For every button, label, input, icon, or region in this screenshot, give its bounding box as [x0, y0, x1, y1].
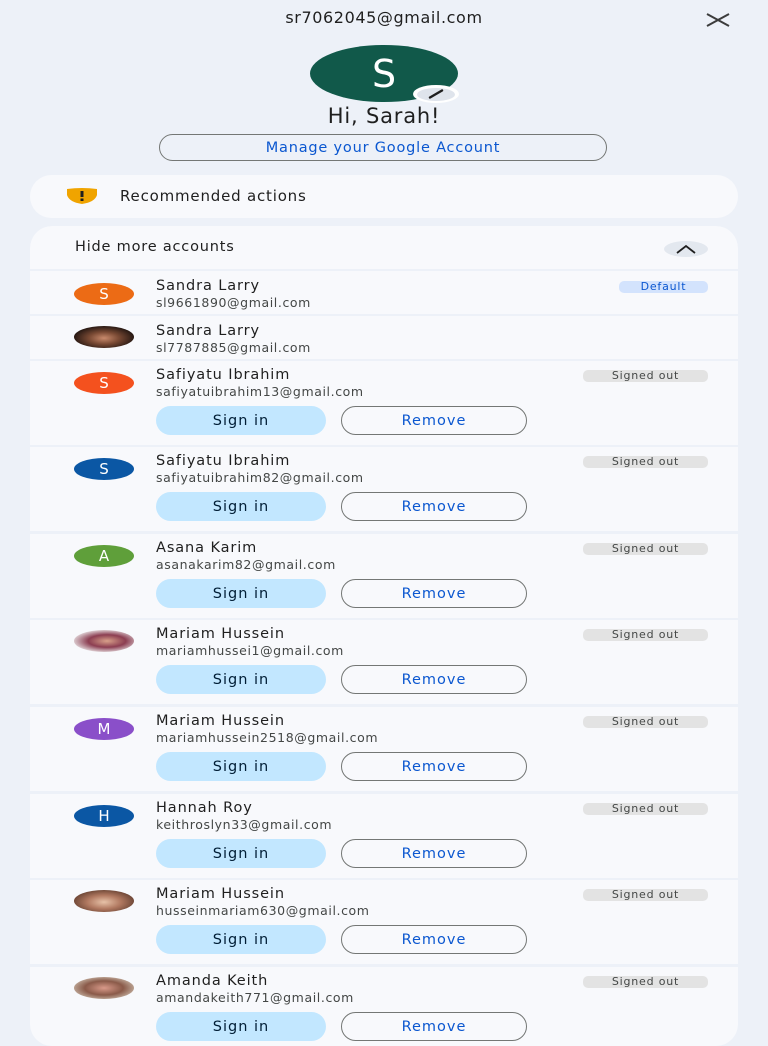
account-name: Mariam Hussein [156, 626, 285, 642]
sign-in-button[interactable]: Sign in [156, 579, 326, 608]
signed-out-badge: Signed out [583, 976, 708, 988]
remove-button[interactable]: Remove [341, 665, 527, 694]
account-email: asanakarim82@gmail.com [156, 557, 336, 572]
account-name: Amanda Keith [156, 973, 269, 989]
remove-button[interactable]: Remove [341, 406, 527, 435]
account-row [30, 534, 738, 618]
accounts-panel [30, 226, 738, 1046]
signed-out-badge: Signed out [583, 889, 708, 901]
recommended-actions-label: Recommended actions [120, 187, 307, 205]
signed-out-badge: Signed out [583, 543, 708, 555]
sign-in-button[interactable]: Sign in [156, 406, 326, 435]
sign-in-button[interactable]: Sign in [156, 839, 326, 868]
current-account-email: sr7062045@gmail.com [285, 8, 483, 27]
default-badge: Default [619, 281, 708, 293]
account-photo-avatar [74, 326, 134, 348]
account-row [30, 794, 738, 878]
account-row[interactable] [30, 271, 738, 314]
account-row[interactable] [30, 316, 738, 359]
sign-in-button[interactable]: Sign in [156, 752, 326, 781]
account-email: sl9661890@gmail.com [156, 295, 311, 310]
account-email: safiyatuibrahim13@gmail.com [156, 384, 364, 399]
account-email: amandakeith771@gmail.com [156, 990, 354, 1005]
alert-shield-icon [65, 187, 99, 205]
hide-accounts-label: Hide more accounts [75, 239, 235, 255]
account-email: mariamhussei1@gmail.com [156, 643, 344, 658]
account-avatar: S [74, 458, 134, 480]
remove-button[interactable]: Remove [341, 839, 527, 868]
signed-out-badge: Signed out [583, 370, 708, 382]
account-row [30, 967, 738, 1046]
account-photo-avatar [74, 890, 134, 912]
account-row [30, 880, 738, 964]
account-name: Sandra Larry [156, 323, 260, 339]
account-email: sl7787885@gmail.com [156, 340, 311, 355]
pencil-icon [426, 89, 446, 99]
account-photo-avatar [74, 630, 134, 652]
close-icon [705, 13, 731, 27]
remove-button[interactable]: Remove [341, 752, 527, 781]
remove-button[interactable]: Remove [341, 492, 527, 521]
account-row [30, 707, 738, 791]
remove-button[interactable]: Remove [341, 579, 527, 608]
sign-in-button[interactable]: Sign in [156, 665, 326, 694]
edit-avatar-button[interactable] [413, 85, 459, 103]
account-name: Safiyatu Ibrahim [156, 367, 291, 383]
remove-button[interactable]: Remove [341, 925, 527, 954]
avatar-letter: S [371, 51, 397, 96]
account-row [30, 620, 738, 704]
account-avatar: A [74, 545, 134, 567]
account-email: keithroslyn33@gmail.com [156, 817, 333, 832]
chevron-up-icon [675, 244, 697, 254]
sign-in-button[interactable]: Sign in [156, 925, 326, 954]
account-name: Hannah Roy [156, 800, 253, 816]
account-avatar: S [74, 283, 134, 305]
account-row [30, 447, 738, 531]
account-email: husseinmariam630@gmail.com [156, 903, 370, 918]
signed-out-badge: Signed out [583, 716, 708, 728]
signed-out-badge: Signed out [583, 629, 708, 641]
collapse-button[interactable] [664, 241, 708, 257]
account-email: mariamhussein2518@gmail.com [156, 730, 379, 745]
account-avatar: S [74, 372, 134, 394]
account-name: Mariam Hussein [156, 713, 285, 729]
hide-accounts-toggle[interactable] [30, 226, 738, 269]
greeting: Hi, Sarah! [327, 104, 441, 128]
account-avatar: H [74, 805, 134, 827]
account-name: Sandra Larry [156, 278, 260, 294]
account-name: Safiyatu Ibrahim [156, 453, 291, 469]
manage-account-button[interactable]: Manage your Google Account [159, 134, 607, 161]
sign-in-button[interactable]: Sign in [156, 492, 326, 521]
sign-in-button[interactable]: Sign in [156, 1012, 326, 1041]
signed-out-badge: Signed out [583, 456, 708, 468]
account-photo-avatar [74, 977, 134, 999]
close-button[interactable] [704, 8, 732, 32]
account-name: Mariam Hussein [156, 886, 285, 902]
remove-button[interactable]: Remove [341, 1012, 527, 1041]
account-avatar: M [74, 718, 134, 740]
signed-out-badge: Signed out [583, 803, 708, 815]
account-name: Asana Karim [156, 540, 258, 556]
account-row [30, 361, 738, 445]
recommended-actions[interactable] [30, 175, 738, 218]
account-email: safiyatuibrahim82@gmail.com [156, 470, 364, 485]
